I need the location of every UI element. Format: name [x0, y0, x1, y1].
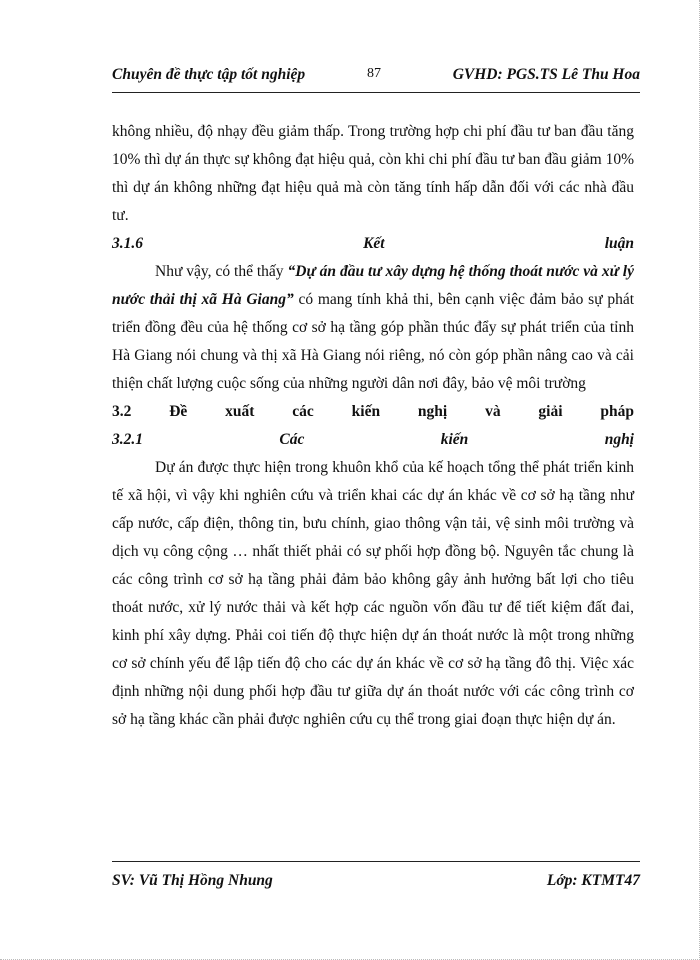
heading-3-1-6: 3.1.6 Kết luận: [112, 235, 634, 252]
page-number: 87: [367, 66, 381, 81]
document-body: [112, 118, 634, 734]
header-rule: [112, 92, 640, 93]
footer-student: SV: Vũ Thị Hồng Nhung: [112, 872, 273, 889]
paragraph-sensitivity: không nhiều, độ nhạy đều giảm thấp. Trong trường hợp chi phí đầu tư ban đầu tăng 10% thì dự án thực sự không đạt hiệu quả, còn khi chi phí đầu tư ban đầu giảm 10% thì dự án không những đạt hiệu quả mà còn tăng tính hấp dẫn đối với các nhà đầu tư.: [112, 123, 634, 224]
header-thesis-title: Chuyên đề thực tập tốt nghiệp: [112, 66, 306, 83]
footer-class: Lớp: KTMT47: [546, 872, 640, 889]
footer-rule: [112, 861, 640, 862]
paragraph-conclusion: [112, 258, 634, 398]
paragraph-recommendations: Dự án được thực hiện trong khuôn khổ của kế hoạch tổng thể phát triển kinh tế xã hội, vì vậy khi nghiên cứu và triển khai các dự án khác về cơ sở hạ tầng như cấp nước, cấp điện, thông tin, bưu chính, giao thông vận tải, vệ sinh môi trường và dịch vụ công cộng … nhất thiết phải có sự phối hợp đồng bộ. Nguyên tắc chung là các công trình cơ sở hạ tầng phải đảm bảo không gây ảnh hưởng bất lợi cho tiêu thoát nước, xử lý nước thải và kết hợp các nguồn vốn đầu tư để tiết kiệm đất đai, kinh phí xây dựng. Phải coi tiến độ thực hiện dự án thoát nước là một trong những cơ sở chính yếu để lập tiến độ cho các dự án khác về cơ sở hạ tầng đô thị. Việc xác định những nội dung phối hợp đầu tư giữa dự án thoát nước với các công trình cơ sở hạ tầng khác cần phải được nghiên cứu cụ thể trong giai đoạn thực hiện dự án.: [112, 459, 634, 728]
page-header: [112, 66, 640, 92]
heading-3-2-1: 3.2.1 Các kiến nghị: [112, 431, 634, 448]
conclusion-text-prefix: Như vậy, có thể thấy: [155, 263, 284, 280]
header-supervisor: GVHD: PGS.TS Lê Thu Hoa: [452, 66, 640, 83]
project-title-emphasis: “Dự án đầu tư xây dựng hệ thống thoát nước và xử lý nước thải thị xã Hà Giang”: [112, 263, 634, 308]
page-footer: [112, 872, 640, 896]
conclusion-text-suffix: có mang tính khả thi, bên cạnh việc đảm bảo sự phát triển đồng đều của hệ thống cơ sở hạ tầng góp phần thúc đẩy sự phát triển của tỉnh Hà Giang nói chung và thị xã Hà Giang nói riêng, nó còn góp phần nâng cao và cải thiện chất lượng cuộc sống của những người dân nơi đây, bảo vệ môi trường: [112, 291, 635, 392]
heading-3-2: 3.2 Đề xuất các kiến nghị và giải pháp: [112, 403, 634, 420]
